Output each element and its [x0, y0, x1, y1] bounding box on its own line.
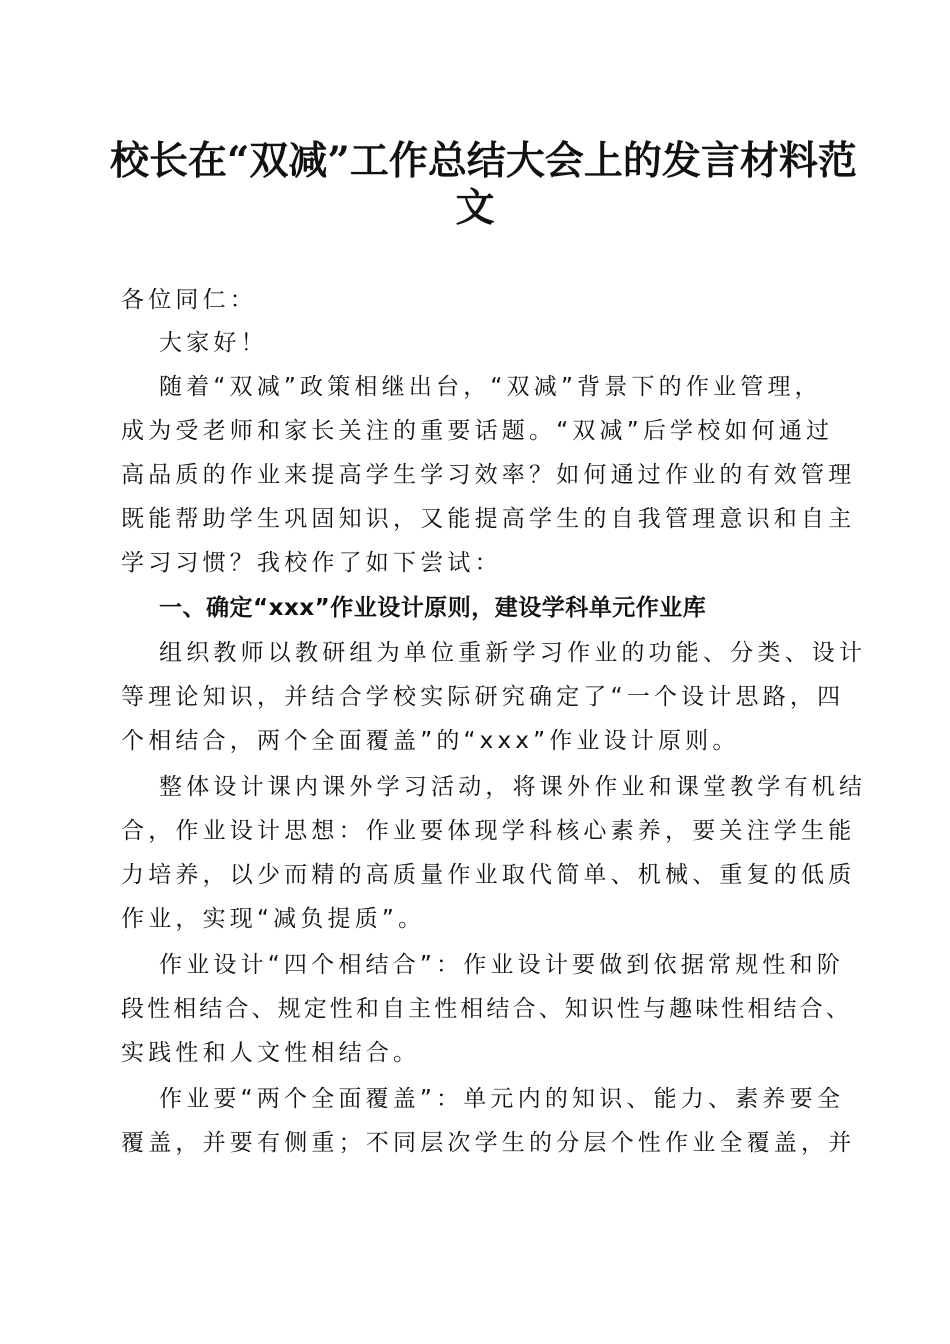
paragraph-2-line: 力培养，以少而精的高质量作业取代简单、机械、重复的低质 — [121, 862, 856, 888]
paragraph-4-line: 覆盖，并要有侧重；不同层次学生的分层个性作业全覆盖，并 — [121, 1130, 856, 1156]
paragraph-1-line: 个相结合，两个全面覆盖”的“xxx”作业设计原则。 — [121, 728, 740, 754]
greeting: 大家好！ — [159, 330, 268, 356]
intro-line: 高品质的作业来提高学生学习效率？如何通过作业的有效管理 — [121, 462, 856, 488]
paragraph-2-line: 合，作业设计思想：作业要体现学科核心素养，要关注学生能 — [121, 818, 856, 844]
intro-line: 学习习惯？我校作了如下尝试： — [121, 550, 502, 576]
section-1-heading: 一、确定“xxx”作业设计原则，建设学科单元作业库 — [159, 595, 707, 621]
intro-line: 成为受老师和家长关注的重要话题。“双减”后学校如何通过 — [121, 418, 834, 444]
paragraph-3-line: 实践性和人文性相结合。 — [121, 1040, 421, 1066]
paragraph-4-line: 作业要“两个全面覆盖”：单元内的知识、能力、素养要全 — [159, 1086, 845, 1112]
paragraph-3-line: 段性相结合、规定性和自主性相结合、知识性与趣味性相结合、 — [121, 996, 852, 1022]
document-title-line-2: 文 — [455, 185, 495, 231]
paragraph-1-line: 等理论知识，并结合学校实际研究确定了“一个设计思路，四 — [121, 684, 845, 710]
paragraph-2-line: 作业，实现“减负提质”。 — [121, 906, 426, 932]
intro-line: 既能帮助学生巩固知识，又能提高学生的自我管理意识和自主 — [121, 506, 856, 532]
document-title-line-1: 校长在“双减”工作总结大会上的发言材料范 — [110, 138, 857, 184]
paragraph-2-line: 整体设计课内课外学习活动，将课外作业和课堂教学有机结 — [159, 774, 867, 800]
intro-line: 随着“双减”政策相继出台，“双减”背景下的作业管理， — [159, 374, 822, 400]
paragraph-3-line: 作业设计“四个相结合”：作业设计要做到依据常规性和阶 — [159, 952, 845, 978]
salutation: 各位同仁： — [121, 287, 257, 313]
paragraph-1-line: 组织教师以教研组为单位重新学习作业的功能、分类、设计 — [159, 640, 867, 666]
